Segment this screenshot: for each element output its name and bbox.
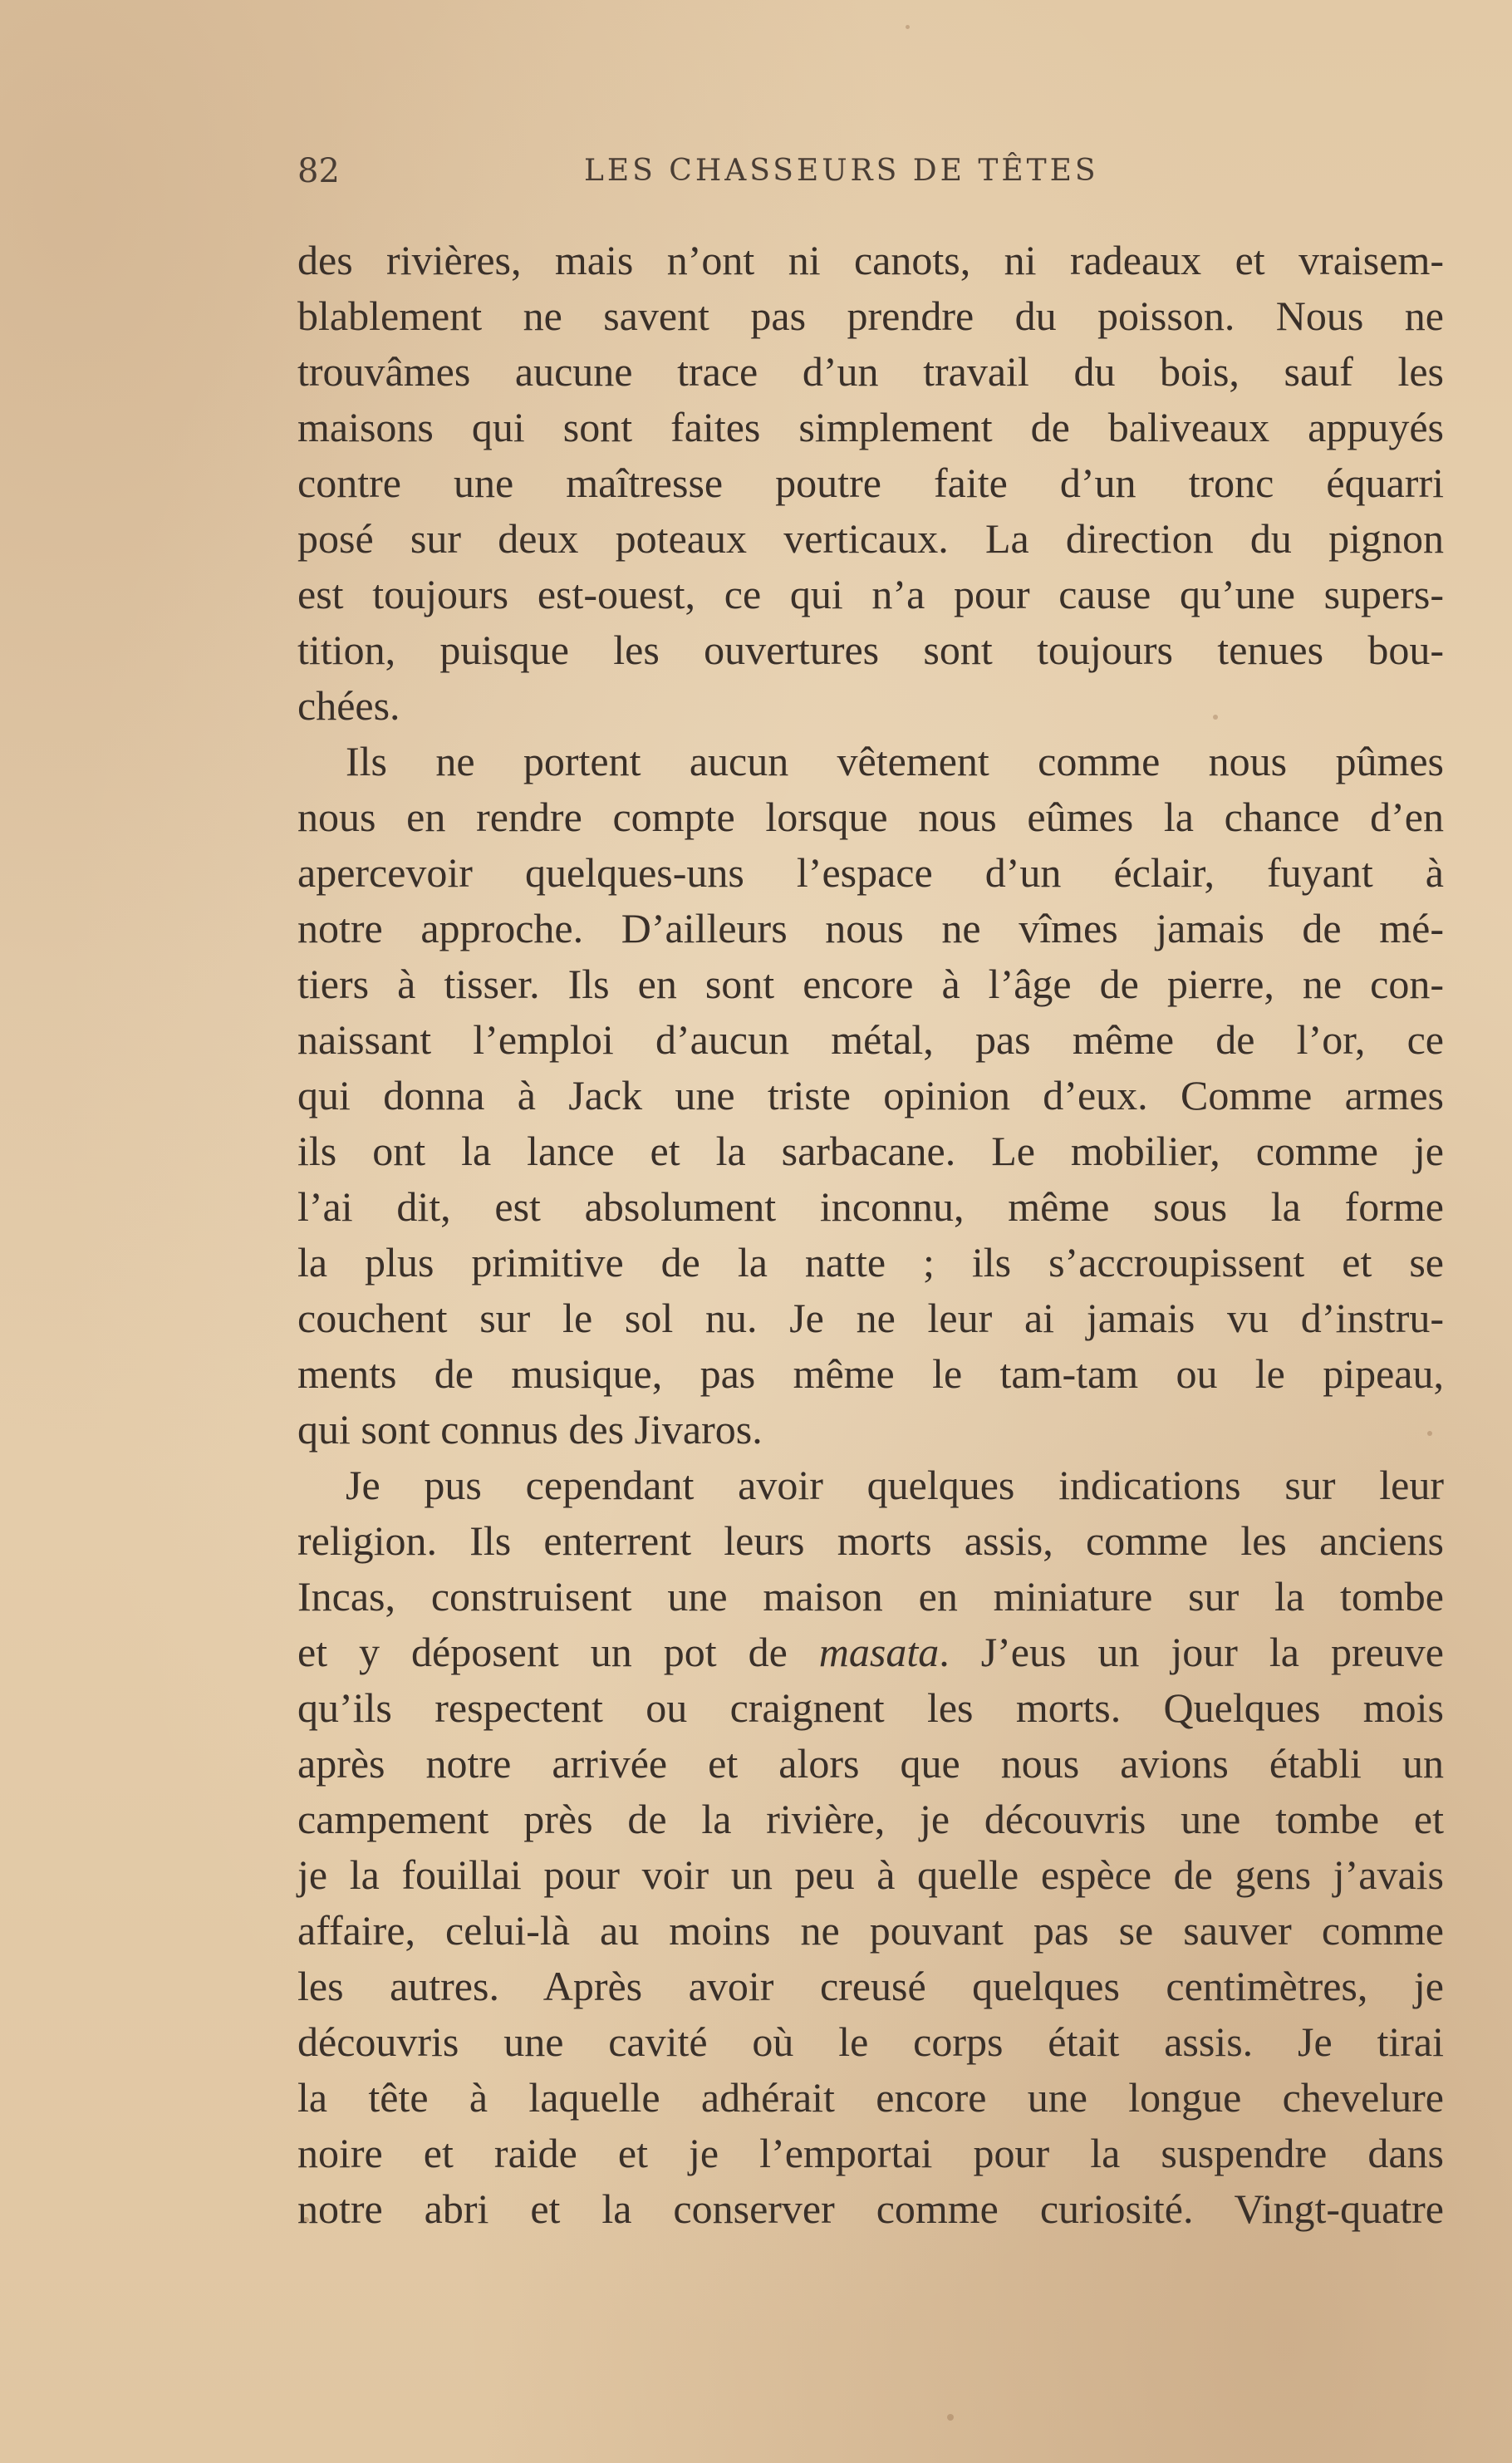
running-head: LES CHASSEURS DE TÊTES xyxy=(584,154,1099,188)
text-line: tition, puisque les ouvertures sont toujours tenues bou- xyxy=(297,627,1444,673)
page-header xyxy=(297,146,1448,196)
text-line: Incas, construisent une maison en miniature sur la tombe xyxy=(297,1573,1444,1620)
paper-speck xyxy=(906,25,910,29)
text-line-with-italic xyxy=(297,1625,1444,1680)
text-line: blablement ne savent pas prendre du poisson. Nous ne xyxy=(297,293,1444,339)
text-line: notre abri et la conserver comme curiosité. Vingt-quatre xyxy=(297,2185,1444,2232)
text-fragment: et y déposent un pot de xyxy=(297,1629,819,1675)
text-line: après notre arrivée et alors que nous avions établi un xyxy=(297,1740,1444,1787)
text-line: couchent sur le sol nu. Je ne leur ai jamais vu d’instru- xyxy=(297,1295,1444,1341)
text-line: campement près de la rivière, je découvris une tombe et xyxy=(297,1796,1444,1842)
text-line: ils ont la lance et la sarbacane. Le mobilier, comme je xyxy=(297,1128,1444,1174)
text-line: des rivières, mais n’ont ni canots, ni radeaux et vraisem- xyxy=(297,237,1444,283)
text-line: ments de musique, pas même le tam-tam ou le pipeau, xyxy=(297,1350,1444,1397)
page-number: 82 xyxy=(297,152,340,190)
text-line: religion. Ils enterrent leurs morts assis, comme les anciens xyxy=(297,1517,1444,1564)
text-line: trouvâmes aucune trace d’un travail du bois, sauf les xyxy=(297,348,1444,395)
text-line: est toujours est-ouest, ce qui n’a pour cause qu’une supers- xyxy=(297,571,1444,617)
text-line: naissant l’emploi d’aucun métal, pas même de l’or, ce xyxy=(297,1016,1444,1063)
text-line: contre une maîtresse poutre faite d’un tronc équarri xyxy=(297,460,1444,506)
text-line: chées. xyxy=(297,682,400,729)
text-line: l’ai dit, est absolument inconnu, même sous la forme xyxy=(297,1183,1444,1230)
text-line: apercevoir quelques-uns l’espace d’un éclair, fuyant à xyxy=(297,849,1444,896)
text-line: posé sur deux poteaux verticaux. La direction du pignon xyxy=(297,515,1444,562)
body-text xyxy=(297,233,1444,2237)
text-line: les autres. Après avoir creusé quelques centimètres, je xyxy=(297,1963,1444,2009)
paragraph-1 xyxy=(297,233,1444,734)
italic-word: masata xyxy=(818,1629,940,1675)
text-line: la plus primitive de la natte ; ils s’accroupissent et se xyxy=(297,1239,1444,1286)
text-line: la tête à laquelle adhérait encore une longue chevelure xyxy=(297,2074,1444,2121)
text-line: Ils ne portent aucun vêtement comme nous pûmes xyxy=(346,738,1444,784)
paragraph-2 xyxy=(297,734,1444,1458)
text-fragment: . J’eus un jour la preuve xyxy=(939,1629,1445,1675)
text-line: noire et raide et je l’emportai pour la suspendre dans xyxy=(297,2130,1444,2176)
text-line: Je pus cependant avoir quelques indications sur leur xyxy=(346,1462,1444,1508)
text-line: je la fouillai pour voir un peu à quelle espèce de gens j’avais xyxy=(297,1851,1444,1898)
text-line: qu’ils respectent ou craignent les morts. Quelques mois xyxy=(297,1684,1444,1731)
paper-speck xyxy=(947,2414,954,2421)
text-line: affaire, celui-là au moins ne pouvant pas se sauver comme xyxy=(297,1907,1444,1954)
text-line: notre approche. D’ailleurs nous ne vîmes jamais de mé- xyxy=(297,905,1444,951)
text-line: nous en rendre compte lorsque nous eûmes la chance d’en xyxy=(297,794,1444,840)
text-line: qui donna à Jack une triste opinion d’eux. Comme armes xyxy=(297,1072,1444,1118)
text-line: qui sont connus des Jivaros. xyxy=(297,1406,763,1453)
text-line: tiers à tisser. Ils en sont encore à l’âge de pierre, ne con- xyxy=(297,961,1444,1007)
paragraph-3 xyxy=(297,1458,1444,2237)
text-line: maisons qui sont faites simplement de baliveaux appuyés xyxy=(297,404,1444,450)
text-line: découvris une cavité où le corps était assis. Je tirai xyxy=(297,2018,1444,2065)
